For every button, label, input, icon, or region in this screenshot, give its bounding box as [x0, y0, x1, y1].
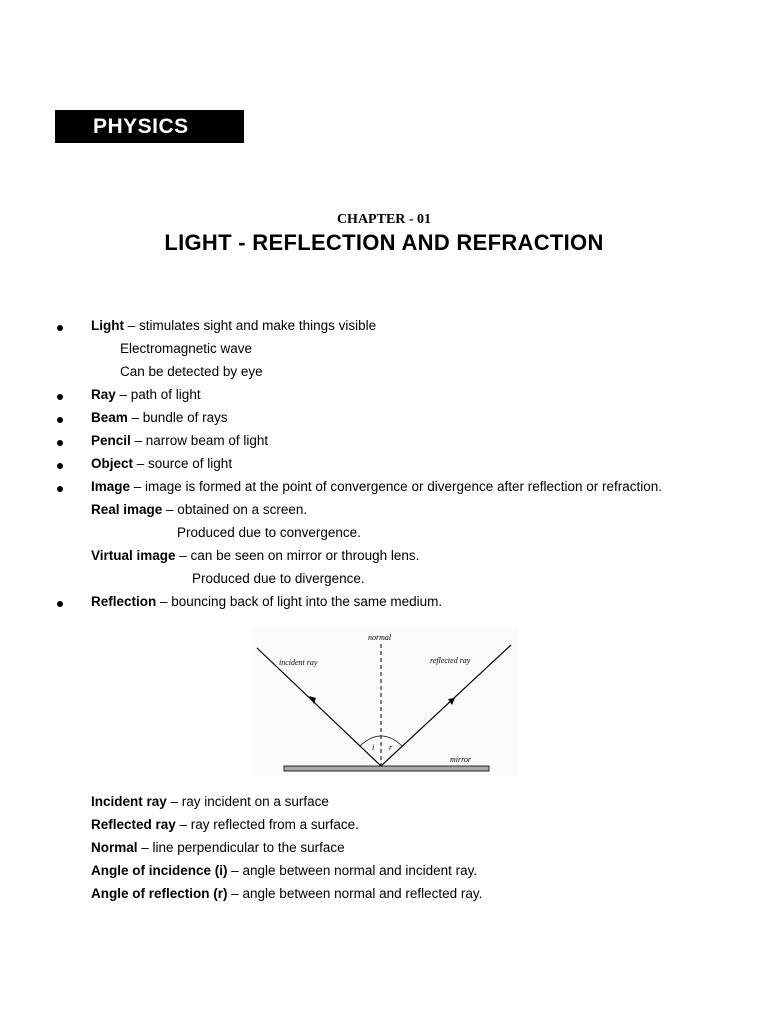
definition-normal [91, 839, 345, 857]
list-item-pencil [91, 432, 268, 450]
term: Ray [91, 387, 116, 402]
list-item-virtual-image [91, 547, 419, 565]
term: Object [91, 456, 134, 471]
list-item-image [91, 478, 662, 496]
description: – narrow beam of light [130, 433, 269, 448]
bullet-icon [57, 463, 63, 469]
list-item-sub [177, 524, 361, 542]
list-item-sub [120, 340, 252, 358]
term: Angle of reflection (r) [91, 886, 228, 901]
description: – angle between normal and incident ray. [227, 863, 478, 878]
term: Incident ray [91, 794, 167, 809]
list-item-object [91, 455, 232, 473]
term: Reflection [91, 594, 157, 609]
description: – ray incident on a surface [166, 794, 329, 809]
description: – path of light [115, 387, 201, 402]
list-item-ray [91, 386, 201, 404]
list-item-reflection [91, 593, 442, 611]
definition-reflected-ray [91, 816, 359, 834]
bullet-icon [57, 394, 63, 400]
term: Reflected ray [91, 817, 176, 832]
definition-angle-of-reflection [91, 885, 482, 903]
description: – bouncing back of light into the same medium. [156, 594, 443, 609]
chapter-label: CHAPTER - 01 [336, 212, 432, 227]
reflection-diagram [252, 628, 518, 776]
definition-angle-of-incidence [91, 862, 477, 880]
description: – angle between normal and reflected ray. [227, 886, 483, 901]
angle-i-label: i [372, 743, 375, 752]
description: – source of light [133, 456, 233, 471]
term: Image [91, 479, 131, 494]
bullet-icon [57, 601, 63, 607]
mirror-label: mirror [450, 755, 472, 764]
description: Can be detected by eye [120, 364, 263, 379]
term: Light [91, 318, 124, 333]
description: Produced due to divergence. [192, 571, 365, 586]
term: Angle of incidence (i) [91, 863, 228, 878]
list-item-sub [192, 570, 365, 588]
subject-banner: PHYSICS [55, 110, 244, 143]
description: – can be seen on mirror or through lens. [175, 548, 420, 563]
chapter-title: LIGHT - REFLECTION AND REFRACTION [164, 230, 604, 255]
definition-incident-ray [91, 793, 329, 811]
description: Produced due to convergence. [177, 525, 361, 540]
term: Pencil [91, 433, 131, 448]
term: Virtual image [91, 548, 176, 563]
description: – bundle of rays [127, 410, 228, 425]
bullet-icon [57, 486, 63, 492]
reflected-ray-label: reflected ray [430, 656, 471, 665]
angle-r-label: r [389, 743, 393, 752]
list-item-sub [120, 363, 263, 381]
list-item-beam [91, 409, 228, 427]
list-item-real-image [91, 501, 307, 519]
description: – stimulates sight and make things visible [124, 318, 377, 333]
diagram-background [252, 628, 518, 776]
description: – ray reflected from a surface. [175, 817, 359, 832]
term: Beam [91, 410, 128, 425]
bullet-icon [57, 325, 63, 331]
term: Normal [91, 840, 138, 855]
bullet-icon [57, 417, 63, 423]
list-item-light [91, 317, 376, 335]
bullet-icon [57, 440, 63, 446]
description: – line perpendicular to the surface [137, 840, 345, 855]
description: Electromagnetic wave [120, 341, 253, 356]
mirror-surface [284, 766, 489, 771]
normal-label: normal [368, 633, 392, 642]
description: – obtained on a screen. [162, 502, 308, 517]
incident-ray-label: incident ray [279, 658, 318, 667]
description: – image is formed at the point of convergence or divergence after reflection or refraction. [130, 479, 663, 494]
term: Real image [91, 502, 163, 517]
